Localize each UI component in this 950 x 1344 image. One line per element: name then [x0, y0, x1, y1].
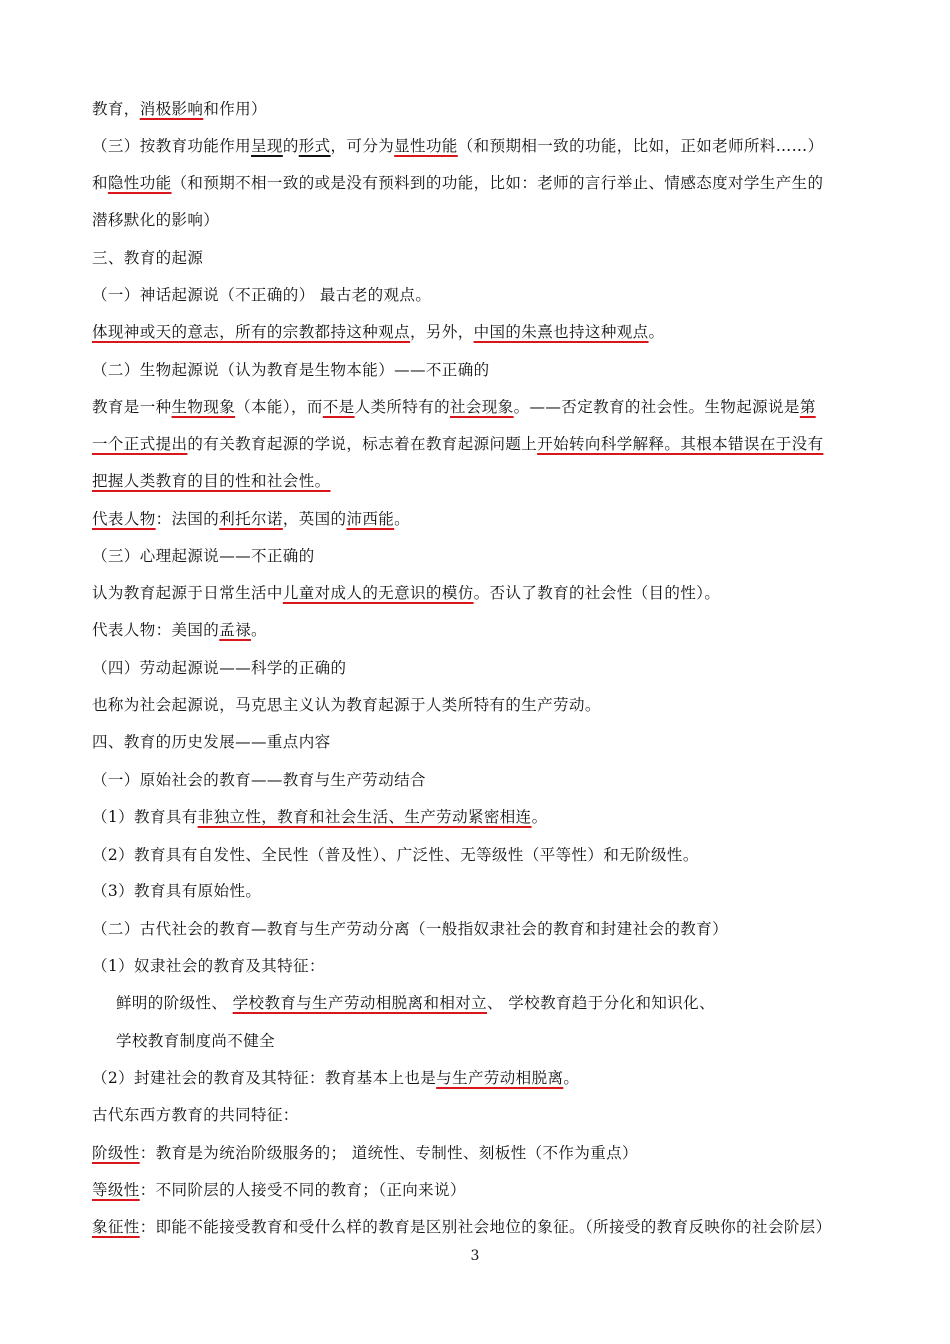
text-segment: 教育， [92, 100, 140, 118]
underlined-key-phrase: 非独立性，教育和社会生活、生产劳动紧密相连 [197, 808, 532, 826]
text-segment: 。否认了教育的社会性（目的性）。 [473, 584, 721, 602]
text-line [92, 692, 862, 718]
text-segment: 。 [648, 323, 665, 341]
text-segment: （和预期不相一致的或是没有预料到的功能，比如：老师的言行举止、情感态度对学生产生的 [171, 174, 824, 192]
text-segment: 和作用） [203, 100, 267, 118]
page-number: 3 [470, 1248, 480, 1264]
text-segment: 潜移默化的影响） [92, 211, 220, 229]
text-segment: （二）生物起源说（认为教育是生物本能）——不正确的 [92, 361, 490, 379]
text-segment: 也称为社会起源说，马克思主义认为教育起源于人类所特有的生产劳动。 [92, 696, 601, 714]
text-line [92, 431, 862, 457]
text-segment: （三）按教育功能作用 [92, 137, 252, 155]
underlined-key-phrase: 体现神或天的意志，所有的宗教都持这种观点 [92, 323, 411, 341]
text-segment: ：即能不能接受教育和受什么样的教育是区别社会地位的象征。（所接受的教育反映你的社会阶层） [139, 1218, 832, 1236]
text-line [92, 282, 862, 308]
text-line [92, 245, 862, 271]
underlined-key-phrase: 利托尔诺 [219, 510, 283, 528]
text-segment: 人类所特有的 [354, 398, 450, 416]
underlined-key-phrase: 第 [799, 398, 816, 416]
text-segment: 。 [394, 510, 411, 528]
text-segment: 鲜明的阶级性、 [116, 994, 233, 1012]
underlined-key-phrase: 中国的朱熹也持这种观点 [473, 323, 649, 341]
underlined-key-phrase: 消极影响 [139, 100, 204, 118]
text-line [92, 953, 862, 979]
text-line [116, 1028, 862, 1054]
underlined-key-phrase: 象征性 [92, 1218, 140, 1236]
text-segment: （1）奴隶社会的教育及其特征： [92, 957, 325, 975]
text-segment: 和 [92, 174, 108, 192]
text-line [92, 1140, 862, 1166]
text-segment: 学校教育制度尚不健全 [116, 1032, 276, 1050]
text-line [92, 543, 862, 569]
underlined-key-phrase: 生物现象 [171, 398, 236, 416]
text-segment: ：教育是为统治阶级服务的； 道统性、专制性、刻板性（不作为重点） [139, 1144, 638, 1162]
text-line [92, 394, 862, 420]
text-segment: 四、教育的历史发展——重点内容 [92, 733, 331, 751]
text-segment: 、 学校教育趋于分化和知识化、 [487, 994, 715, 1012]
underlined-key-phrase: 不是 [322, 398, 355, 416]
text-segment: （和预期相一致的功能，比如，正如老师所料……） [457, 137, 824, 155]
underlined-term: 呈现 [251, 137, 283, 155]
text-line [92, 767, 862, 793]
underlined-key-phrase: 隐性功能 [107, 174, 172, 192]
text-segment: ，英国的 [282, 510, 347, 528]
text-line [92, 468, 862, 494]
underlined-key-phrase: 代表人物 [92, 510, 156, 528]
text-line [92, 804, 862, 830]
text-segment: 教育是一种 [92, 398, 172, 416]
text-segment: 的 [282, 137, 299, 155]
text-segment: （二）古代社会的教育—教育与生产劳动分离（一般指奴隶社会的教育和封建社会的教育） [92, 920, 729, 938]
underlined-key-phrase: 社会现象 [450, 398, 514, 416]
underlined-key-phrase: 儿童对成人的无意识的模仿 [282, 584, 474, 602]
text-segment: （本能），而 [235, 398, 323, 416]
underlined-key-phrase: 显性功能 [394, 137, 458, 155]
text-segment: 。 [563, 1069, 580, 1087]
text-segment: ：不同阶层的人接受不同的教育；（正向来说） [139, 1181, 466, 1199]
text-segment: 古代东西方教育的共同特征： [92, 1106, 299, 1124]
text-segment: 认为教育起源于日常生活中 [92, 584, 283, 602]
underlined-key-phrase: 把握人类教育的目的性和社会性。 [92, 472, 331, 490]
underlined-key-phrase: 学校教育与生产劳动相脱离和相对立 [232, 994, 488, 1012]
text-line [92, 357, 862, 383]
underlined-key-phrase: 一个正式提出 [92, 435, 188, 453]
text-segment: （2）教育具有自发性、全民性（普及性）、广泛性、无等级性（平等性）和无阶级性。 [92, 846, 699, 864]
text-line [92, 1065, 862, 1091]
text-line [116, 990, 862, 1016]
underlined-key-phrase: 阶级性 [92, 1144, 140, 1162]
underlined-term: 形式 [298, 137, 331, 155]
underlined-key-phrase: 沛西能 [346, 510, 395, 528]
text-line [92, 655, 862, 681]
text-segment: （一）原始社会的教育——教育与生产劳动结合 [92, 771, 426, 789]
text-segment: （2）封建社会的教育及其特征：教育基本上也是 [92, 1069, 437, 1087]
text-segment: 的有关教育起源的学说，标志着在教育起源问题上 [187, 435, 538, 453]
text-segment: 代表人物：美国的 [92, 621, 220, 639]
text-segment: ，另外， [410, 323, 474, 341]
underlined-key-phrase: 与生产劳动相脱离 [436, 1069, 564, 1087]
text-line [92, 133, 862, 159]
text-line [92, 1102, 862, 1128]
text-segment: （1）教育具有 [92, 808, 198, 826]
underlined-key-phrase: 开始转向科学解释。其根本错误在于没有 [537, 435, 824, 453]
text-segment: 。 [531, 808, 548, 826]
text-line [92, 916, 862, 942]
text-line [92, 580, 862, 606]
text-line [92, 170, 862, 196]
text-line [92, 878, 862, 904]
text-line [92, 729, 862, 755]
text-line [92, 96, 862, 122]
text-line [92, 319, 862, 345]
text-segment: 三、教育的起源 [92, 249, 204, 267]
text-segment: ：法国的 [155, 510, 220, 528]
text-segment: （3）教育具有原始性。 [92, 882, 262, 900]
text-line [92, 842, 862, 868]
text-segment: （一）神话起源说（不正确的） 最古老的观点。 [92, 286, 432, 304]
text-segment: 。 [251, 621, 267, 639]
text-segment: （三）心理起源说——不正确的 [92, 547, 315, 565]
text-segment: ，可分为 [330, 137, 395, 155]
text-line [92, 1214, 862, 1240]
text-line [92, 207, 862, 233]
text-segment: （四）劳动起源说——科学的正确的 [92, 659, 347, 677]
underlined-key-phrase: 等级性 [92, 1181, 140, 1199]
text-line [92, 506, 862, 532]
text-line [92, 1177, 862, 1203]
text-segment: 。——否定教育的社会性。生物起源说是 [513, 398, 800, 416]
underlined-key-phrase: 孟禄 [219, 621, 252, 639]
text-line [92, 617, 862, 643]
